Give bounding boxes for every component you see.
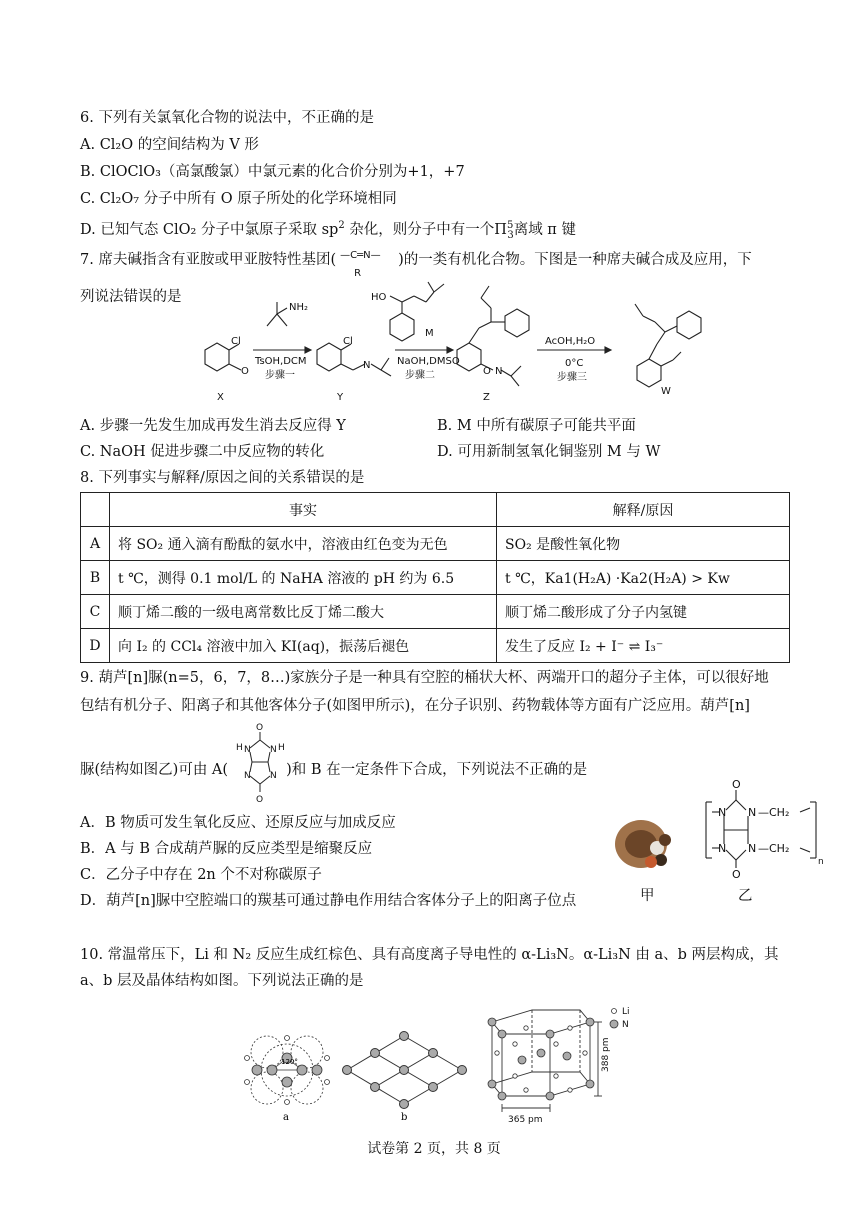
layer-a [245,1036,330,1105]
q7-stem: 7. 席夫碱指含有亚胺或甲亚胺特性基团( —C═N— R )的一类有机化合物。下图是一种席夫碱合成及应用，下 [80,250,752,279]
dim-width: 365 pm [508,1115,543,1125]
row-key: B [81,561,110,595]
q6-option-c: C. Cl₂O₇ 分子中所有 O 原子所处的化学环境相同 [80,191,397,207]
o-atom: O [256,723,264,733]
q9-stem-line1: 9. 葫芦[n]脲(n=5，6，7，8…)家族分子是一种具有空腔的桶状大杯、两端开口的超分子主体，可以很好地 [80,670,769,686]
n-atom: N [244,771,251,781]
amine-nh2: NH₂ [289,302,309,313]
row-fact: 顺丁烯二酸的一级电离常数比反丁烯二酸大 [110,595,497,629]
q9-stem-line2: 包结有机分子、阳离子和其他客体分子(如图甲所示)，在分子识别、药物载体等方面有广泛应用。葫芦[n] [80,698,750,714]
y-cl-atom: Cl [343,336,353,347]
q9-stem-line3: 脲(结构如图乙)可由 A( )和 B 在一定条件下合成，下列说法不正确的是 [80,754,587,780]
reagent1: TsOH,DCM [255,356,307,367]
n-atom: N [270,745,277,755]
x-cl-atom: Cl [231,336,241,347]
q7-option-b: B. M 中所有碳原子可能共平面 [437,418,636,434]
cucurbituril-repeat-unit [700,778,828,878]
q6-option-d: D. 已知气态 ClO₂ 分子中氯原子采取 $sp^2$ 杂化，则分子中有一个$\Pi^5_3$离域 π 键 [80,220,576,241]
row-key: C [81,595,110,629]
row-reason: t ℃，Ka1(H₂A) ·Ka2(H₂A) > Kw [497,561,790,595]
table-row [81,629,790,663]
reagent3-temp: 0°C [565,358,584,369]
dim-height: 388 pm [601,1037,611,1072]
n-atom: N [718,806,727,819]
header-reason: 解释/原因 [497,493,790,527]
q8-table [80,492,790,663]
row-key: D [81,629,110,663]
step1-label: 步骤一 [265,370,295,381]
z-o-atom: O [483,366,491,377]
w-label: W [661,386,671,397]
n-atom: N [748,842,757,855]
layer-b [343,1032,467,1109]
o-atom: O [256,795,264,805]
q8-stem: 8. 下列事实与解释/原因之间的关系错误的是 [80,470,365,486]
q9-option-b: B．A 与 B 合成葫芦脲的反应类型是缩聚反应 [80,841,373,857]
q6-option-b: B. ClOClO₃（高氯酸氯）中氯元素的化合价分别为+1，+7 [80,164,465,180]
z-label: Z [483,392,490,403]
h-atom: H [278,743,285,753]
table-header-row [81,493,790,527]
legend-li: Li [622,1007,630,1017]
q9-option-c: C．乙分子中存在 2n 个不对称碳原子 [80,867,322,883]
layer-a-label: a [283,1112,289,1123]
step3-label: 步骤三 [557,372,587,383]
x-label: X [217,392,224,403]
o-atom: O [732,778,741,791]
table-row [81,595,790,629]
q7-option-c: C. NaOH 促进步骤二中反应物的转化 [80,444,325,460]
n-atom: N [718,842,727,855]
layer-b-label: b [401,1112,408,1123]
reagent3: AcOH,H₂O [545,336,596,347]
header-fact: 事实 [110,493,497,527]
row-fact: t ℃，测得 0.1 mol/L 的 NaHA 溶液的 pH 约为 6.5 [110,561,497,595]
q6-option-a: A. Cl₂O 的空间结构为 V 形 [80,137,259,153]
row-reason: 顺丁烯二酸形成了分子内氢键 [497,595,790,629]
table-row [81,527,790,561]
z-n-atom: N [495,366,503,377]
q7-option-d: D. 可用新制氢氧化铜鉴别 M 与 W [437,444,661,460]
ch2-group: —CH₂ [758,806,790,819]
q7-reaction-scheme [185,278,725,408]
fig-jia-label: 甲 [640,888,655,904]
h-atom: H [236,743,243,753]
q9-option-d: D．葫芦[n]脲中空腔端口的羰基可通过静电作用结合客体分子上的阳离子位点 [80,893,577,909]
row-key: A [81,527,110,561]
q10-stem-line2: a、b 层及晶体结构如图。下列说法正确的是 [80,973,364,989]
row-fact: 将 SO₂ 通入滴有酚酞的氨水中，溶液由红色变为无色 [110,527,497,561]
q6-stem: 6. 下列有关氯氧化合物的说法中，不正确的是 [80,110,374,126]
step2-label: 步骤二 [405,370,435,381]
y-label: Y [337,392,344,403]
y-n-atom: N [363,360,371,371]
n-atom: N [748,806,757,819]
ch2-group: —CH₂ [758,842,790,855]
q7-option-a: A. 步骤一先发生加成再发生消去反应得 Y [80,418,346,434]
m-ho: HO [371,292,387,303]
q10-stem-line1: 10. 常温常压下，Li 和 N₂ 反应生成红棕色、具有高度离子导电性的 α-Li₃N。α-Li₃N 由 a、b 两层构成，其 [80,947,779,963]
q7-stem-line2: 列说法错误的是 [80,289,182,305]
n-atom: N [244,745,251,755]
polymer-n: n [818,857,824,867]
n-atom: N [270,771,277,781]
reagent2: NaOH,DMSO [397,356,460,367]
row-reason: 发生了反应 I₂ + I⁻ ⇌ I₃⁻ [497,629,790,663]
o-atom: O [732,868,741,878]
page-footer: 试卷第 2 页，共 8 页 [367,1141,501,1157]
glycoluril-structure [228,720,292,806]
imine-group: —C═N— R [340,250,381,279]
row-reason: SO₂ 是酸性氧化物 [497,527,790,561]
angle-label: 120° [281,1058,298,1066]
q9-option-a: A．B 物质可发生氧化反应、还原反应与加成反应 [80,815,396,831]
x-o-atom: O [241,366,249,377]
header-blank [81,493,110,527]
m-label: M [425,328,434,339]
legend-n: N [622,1020,629,1030]
li3n-structure-figure [232,1000,652,1128]
cucurbituril-model-image [605,812,685,884]
row-fact: 向 I₂ 的 CCl₄ 溶液中加入 KI(aq)，振荡后褪色 [110,629,497,663]
table-row [81,561,790,595]
fig-yi-label: 乙 [738,888,753,904]
